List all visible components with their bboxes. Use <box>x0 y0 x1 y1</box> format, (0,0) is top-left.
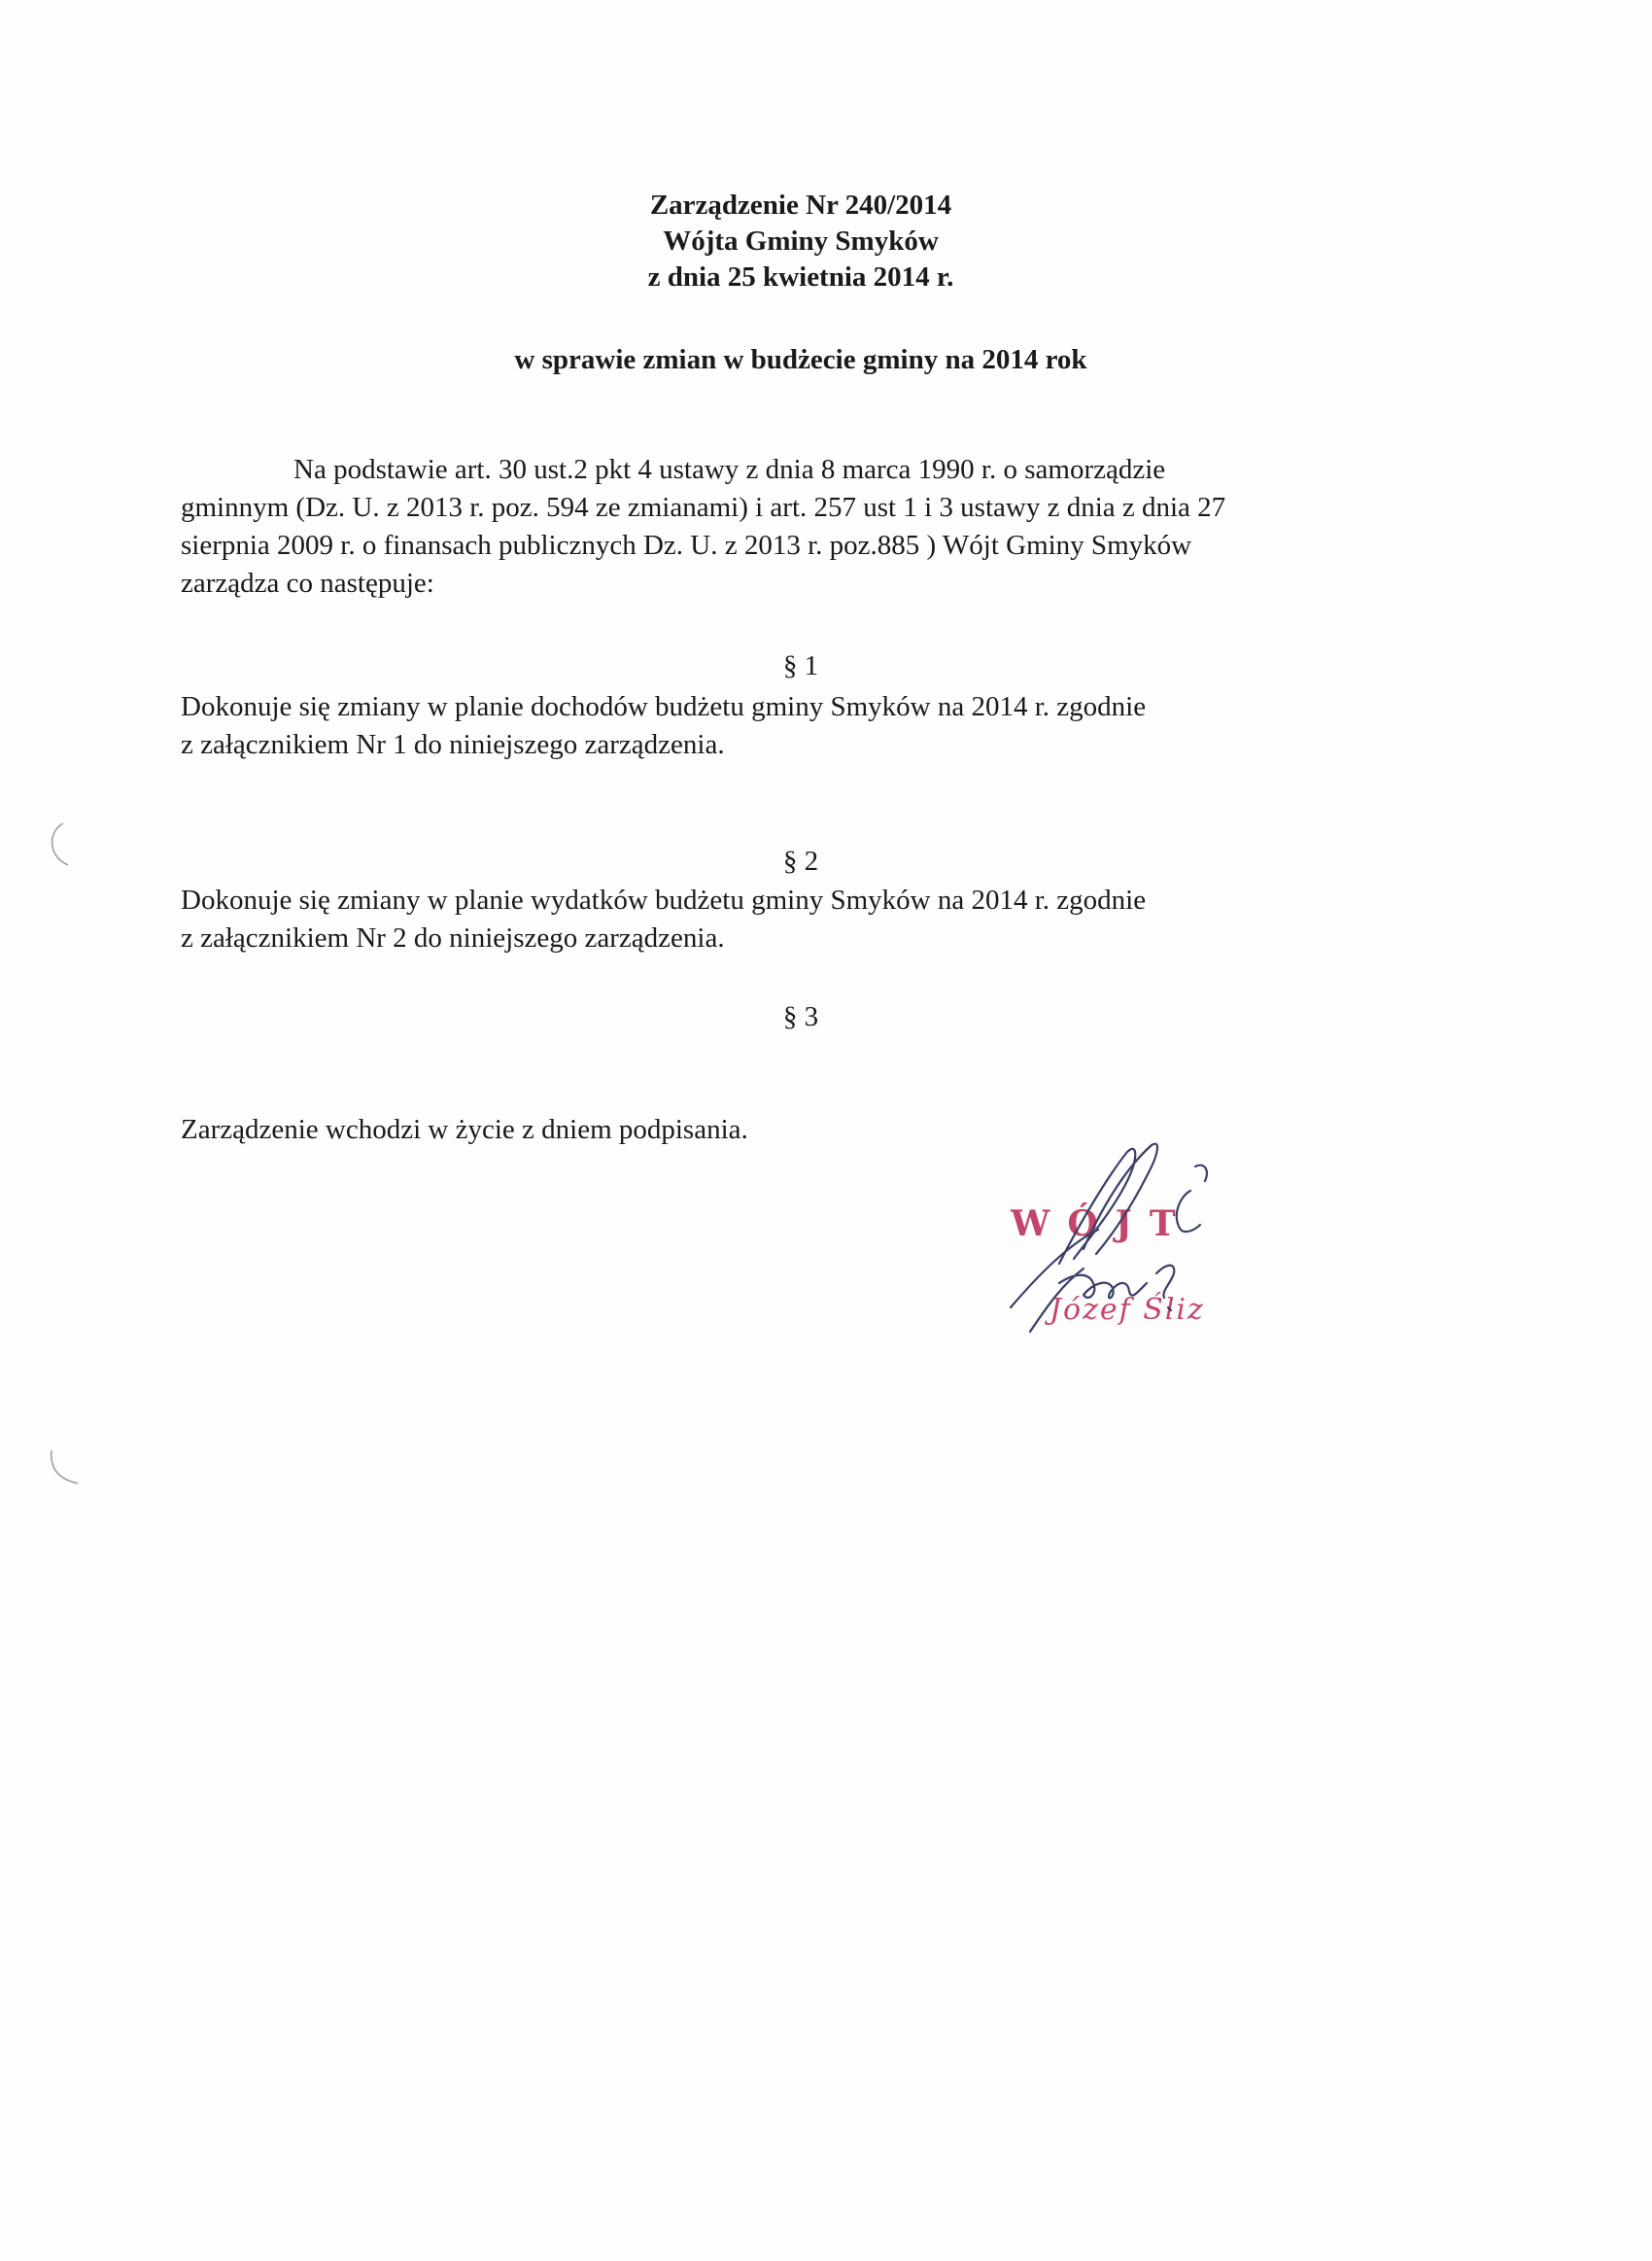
section-1-sign: § 1 <box>782 650 819 681</box>
handwritten-signature <box>991 1137 1244 1361</box>
section-text-line: z załącznikiem Nr 2 do niniejszego zarządzenia. <box>181 922 725 954</box>
legal-basis-line: sierpnia 2009 r. o finansach publicznych Dz. U. z 2013 r. poz.885 ) Wójt Gminy Smyków <box>181 530 1192 561</box>
issue-date: z dnia 25 kwietnia 2014 r. <box>647 261 954 293</box>
section-1-text <box>181 688 1347 764</box>
ordinance-number: Zarządzenie Nr 240/2014 <box>649 190 952 221</box>
section-2-text <box>181 882 1347 957</box>
document-header <box>0 188 1601 296</box>
section-text-line: Dokonuje się zmiany w planie wydatków budżetu gminy Smyków na 2014 r. zgodnie <box>181 885 1147 916</box>
section-text-line: Dokonuje się zmiany w planie dochodów budżetu gminy Smyków na 2014 r. zgodnie <box>181 691 1147 722</box>
section-text-line: Zarządzenie wchodzi w życie z dniem podpisania. <box>181 1114 748 1145</box>
stamp-name: Józef Śliz <box>1050 1293 1205 1327</box>
section-3-sign: § 3 <box>782 1001 819 1032</box>
legal-basis-line: gminnym (Dz. U. z 2013 r. poz. 594 ze zmianami) i art. 257 ust 1 i 3 ustawy z dnia z dnia 27 <box>181 492 1226 523</box>
document-subject: w sprawie zmian w budżecie gminy na 2014 rok <box>514 344 1087 375</box>
section-text-line: z załącznikiem Nr 1 do niniejszego zarządzenia. <box>181 729 725 760</box>
section-2-sign: § 2 <box>782 846 819 877</box>
legal-basis <box>181 451 1407 603</box>
issuer: Wójta Gminy Smyków <box>663 226 939 257</box>
legal-basis-line: zarządza co następuje: <box>181 568 434 599</box>
stamp-title: WÓJT <box>1011 1203 1193 1244</box>
official-stamp <box>991 1137 1244 1361</box>
scan-margin-mark <box>44 1448 83 1487</box>
scan-margin-mark <box>39 821 78 870</box>
legal-basis-line: Na podstawie art. 30 ust.2 pkt 4 ustawy z dnia 8 marca 1990 r. o samorządzie <box>293 454 1166 485</box>
